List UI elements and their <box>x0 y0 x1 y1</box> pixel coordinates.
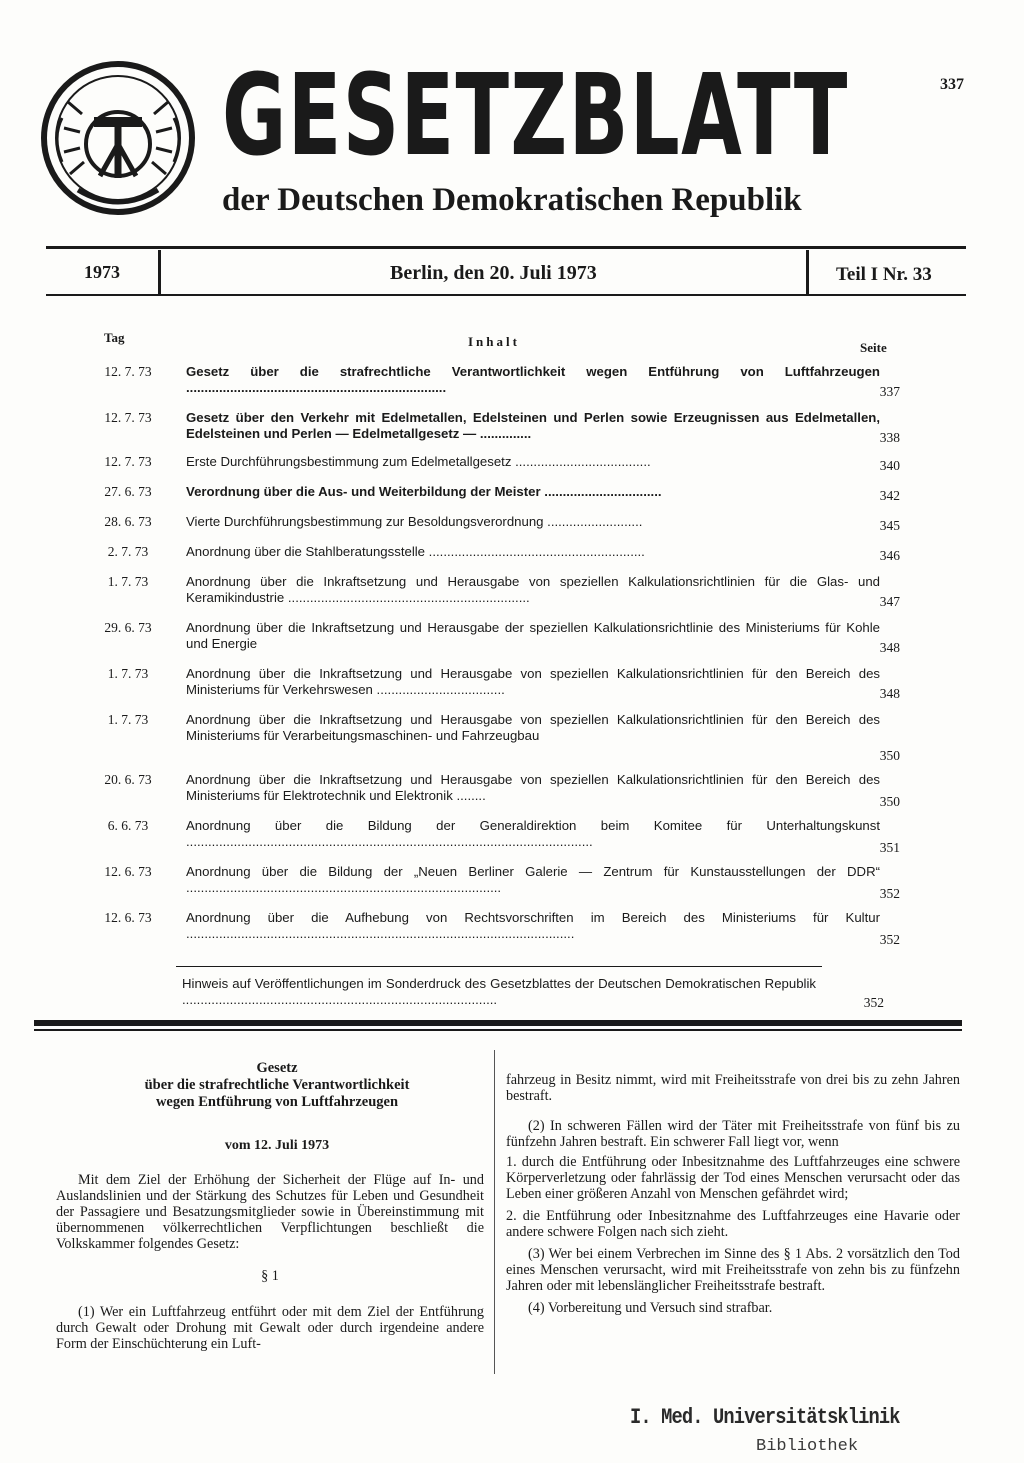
toc-hint: Hinweis auf Veröffentlichungen im Sonderdruck des Gesetzblattes der Deutschen Demokratischen Republik ...................................................................................... <box>182 976 816 1007</box>
toc-entry-title: Anordnung über die Inkraftsetzung und Herausgabe der speziellen Kalkulationsrichtlinie des Ministeriums für Kohle und Energie <box>186 620 880 651</box>
toc-entry-date: 1. 7. 73 <box>107 712 149 727</box>
issue-year: 1973 <box>84 262 120 282</box>
law-paragraph: (1) Wer ein Luftfahrzeug entführt oder mit dem Ziel der Entführung durch Gewalt oder Drohung mit Gewalt oder durch irgendeine andere Form der Einschüchterung ein Luft- <box>56 1304 484 1352</box>
toc-entry-title: Anordnung über die Inkraftsetzung und Herausgabe von speziellen Kalkulationsrichtlinien für die Glas- und Keramikindustrie .................................................................. <box>186 574 880 605</box>
law-title <box>70 1060 484 1111</box>
toc-hint-page: 352 <box>863 995 884 1010</box>
toc-entry-date: 20. 6. 73 <box>104 772 152 787</box>
toc-entry-page: 346 <box>879 548 900 563</box>
law-list-item: 1. durch die Entführung oder Inbesitznahme des Luftfahrzeuges eine schwere Körperverletzung oder fahrlässig der Tod eines Menschen verursacht oder das Leben einer größeren Anzahl von Menschen gefährdet wird; <box>506 1154 960 1202</box>
toc-header-date: Tag <box>104 330 125 345</box>
toc-entry-page: 350 <box>879 794 900 809</box>
page-number: 337 <box>940 76 964 93</box>
toc-entry-date: 1. 7. 73 <box>107 574 149 589</box>
law-right-column <box>506 1072 960 1322</box>
toc-separator <box>176 966 822 967</box>
toc-entry-page: 348 <box>879 686 900 701</box>
toc-entry-date: 29. 6. 73 <box>104 620 152 635</box>
masthead-title: GESETZBLATT <box>222 51 849 181</box>
toc-entry-title: Verordnung über die Aus- und Weiterbildung der Meister ................................ <box>186 484 662 499</box>
section-rule-thin <box>34 1029 962 1031</box>
issue-number: Teil I Nr. 33 <box>836 264 932 285</box>
toc-entry-title: Gesetz über die strafrechtliche Verantwortlichkeit wegen Entführung von Luftfahrzeugen ....................................................................... <box>186 364 880 395</box>
toc-entry-date: 12. 6. 73 <box>104 910 152 925</box>
law-list-item: 2. die Entführung oder Inbesitznahme des Luftfahrzeuges eine Havarie oder andere schwere Folgen nach sich zieht. <box>506 1208 960 1240</box>
toc-entry-page: 337 <box>879 384 900 399</box>
toc-entry-date: 27. 6. 73 <box>104 484 152 499</box>
toc-entry-date: 12. 7. 73 <box>104 454 152 469</box>
toc-entry-title: Anordnung über die Aufhebung von Rechtsvorschriften im Bereich des Ministeriums für Kultur .......................................................................................................... <box>186 910 880 941</box>
toc-entry-title: Anordnung über die Bildung der „Neuen Berliner Galerie — Zentrum für Kunstausstellungen der DDR“ ...................................................................................... <box>186 864 880 895</box>
toc-entry-page: 352 <box>879 932 900 947</box>
toc-entry-date: 2. 7. 73 <box>107 544 149 559</box>
issue-bar-top-rule <box>46 246 966 249</box>
state-emblem-icon <box>38 58 198 218</box>
section-rule-thick <box>34 1020 962 1026</box>
toc-entry-page: 348 <box>879 640 900 655</box>
toc-entry-page: 350 <box>879 748 900 763</box>
law-title-line: wegen Entführung von Luftfahrzeugen <box>155 1094 399 1110</box>
toc-entry-date: 12. 7. 73 <box>104 410 152 425</box>
toc-entry-page: 338 <box>879 430 900 445</box>
toc-entry-date: 12. 6. 73 <box>104 864 152 879</box>
toc-entry-date: 6. 6. 73 <box>107 818 149 833</box>
column-divider <box>494 1050 495 1374</box>
toc-entry-page: 340 <box>879 458 900 473</box>
law-paragraph: (3) Wer bei einem Verbrechen im Sinne des § 1 Abs. 2 vorsätzlich den Tod eines Menschen verursacht, wird mit Freiheitsstrafe von zehn bis zu fünfzehn Jahren oder mit lebenslänglicher Freiheitsstrafe bestraft. <box>506 1246 960 1294</box>
library-stamp-sub: Bibliothek <box>756 1437 859 1456</box>
issue-bar-divider <box>158 250 161 294</box>
law-paragraph: (4) Vorbereitung und Versuch sind strafbar. <box>528 1300 773 1316</box>
toc-entry-page: 352 <box>879 886 900 901</box>
toc-entry-date: 1. 7. 73 <box>107 666 149 681</box>
law-paragraph: fahrzeug in Besitz nimmt, wird mit Freiheitsstrafe von drei bis zu zehn Jahren bestraft. <box>506 1072 960 1104</box>
toc-entry-page: 345 <box>879 518 900 533</box>
masthead-subtitle: der Deutschen Demokratischen Republik <box>222 182 802 218</box>
law-section-heading: § 1 <box>261 1268 279 1284</box>
issue-date: Berlin, den 20. Juli 1973 <box>390 262 597 284</box>
toc-entry-date: 12. 7. 73 <box>104 364 152 379</box>
toc-entry-title: Gesetz über den Verkehr mit Edelmetallen, Edelsteinen und Perlen sowie Erzeugnissen aus Edelmetallen, Edelsteinen und Perlen — Edelmetallgesetz — .............. <box>186 410 880 441</box>
toc-entry-title: Vierte Durchführungsbestimmung zur Besoldungsverordnung .......................... <box>186 514 643 529</box>
issue-bar-divider <box>806 250 809 294</box>
library-stamp: I. Med. Universitätsklinik <box>630 1405 900 1430</box>
issue-bar-bottom-rule <box>46 294 966 296</box>
toc-entry-page: 351 <box>879 840 900 855</box>
toc-header-page: Seite <box>860 340 887 355</box>
toc-entry-date: 28. 6. 73 <box>104 514 152 529</box>
toc-entry-title: Anordnung über die Bildung der Generaldirektion beim Komitee für Unterhaltungskunst ............................................................................................................... <box>186 818 880 849</box>
law-title-line: Gesetz <box>256 1060 298 1076</box>
toc-entry-page: 347 <box>879 594 900 609</box>
law-title-line: über die strafrechtliche Verantwortlichkeit <box>144 1077 410 1093</box>
law-paragraph: (2) In schweren Fällen wird der Täter mit Freiheitsstrafe von fünf bis zu fünfzehn Jahren bestraft. Ein schwerer Fall liegt vor, wenn <box>506 1118 960 1150</box>
toc-entry-title: Anordnung über die Inkraftsetzung und Herausgabe von speziellen Kalkulationsrichtlinien für den Bereich des Ministeriums für Elektrotechnik und Elektronik ........ <box>186 772 880 803</box>
toc-entry-title: Erste Durchführungsbestimmung zum Edelmetallgesetz ..................................... <box>186 454 651 469</box>
toc-header-contents: Inhalt <box>468 334 520 349</box>
toc-entry-page: 342 <box>879 488 900 503</box>
law-date: vom 12. Juli 1973 <box>224 1138 330 1153</box>
law-left-column <box>56 1172 484 1358</box>
toc-entry-title: Anordnung über die Inkraftsetzung und Herausgabe von speziellen Kalkulationsrichtlinien für den Bereich des Ministeriums für Verkehrswesen ................................... <box>186 666 880 697</box>
law-preamble: Mit dem Ziel der Erhöhung der Sicherheit der Flüge auf In- und Auslandslinien und der Stärkung des Schutzes für Leben und Gesundheit der Passagiere und Besatzungsmitglieder sowie in Übereinstimmung mit übernommenen völkerrechtlichen Verpflichtungen beschließt die Volkskammer folgendes Gesetz: <box>56 1172 484 1252</box>
toc-entry-title: Anordnung über die Inkraftsetzung und Herausgabe von speziellen Kalkulationsrichtlinien für den Bereich des Ministeriums für Verarbeitungsmaschinen- und Fahrzeugbau <box>186 712 880 743</box>
toc-entry-title: Anordnung über die Stahlberatungsstelle ........................................................... <box>186 544 645 559</box>
